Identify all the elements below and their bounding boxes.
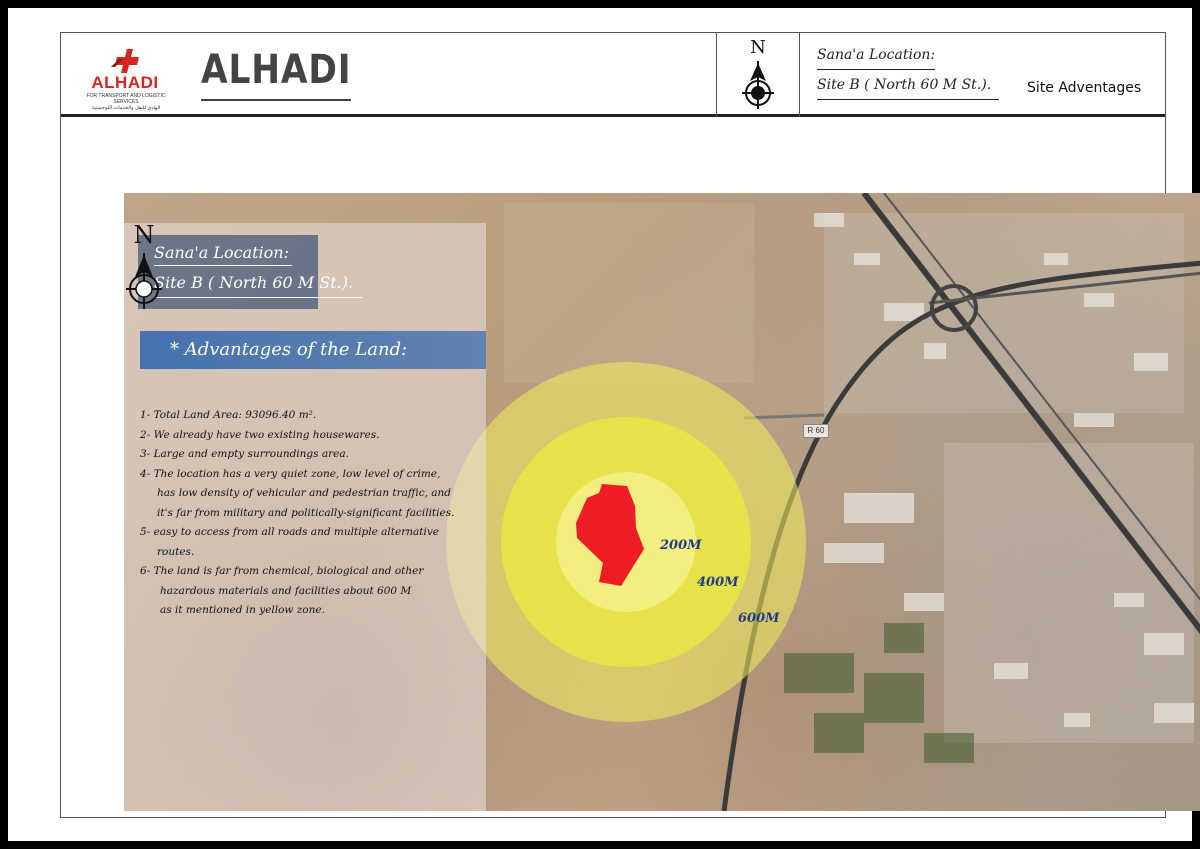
ring-label-400m: 400M [697, 575, 739, 590]
list-item: routes. [157, 545, 195, 558]
list-item: 4- The location has a very quiet zone, low level of crime, [140, 467, 441, 480]
logo-text: ALHADI [91, 73, 159, 92]
list-item: hazardous materials and facilities about 600 M [160, 584, 412, 597]
north-compass-icon [124, 223, 164, 311]
list-item: as it mentioned in yellow zone. [160, 604, 325, 616]
compass-letter: N [750, 37, 766, 58]
list-item: it's far from military and politically-significant facilities. [157, 506, 455, 519]
list-item: 2- We already have two existing housewares. [140, 428, 380, 441]
document-frame [60, 32, 1166, 818]
list-item: 3- Large and empty surroundings area. [140, 448, 349, 460]
ring-label-600m: 600M [738, 611, 780, 626]
list-item: 5- easy to access from all roads and multiple alternative [140, 526, 439, 538]
satellite-map [124, 193, 1200, 811]
panel-site-title: Site B ( North 60 M St.). [154, 273, 354, 292]
advantages-heading-bar [140, 331, 486, 369]
advantages-heading: * Advantages of the Land: [170, 339, 408, 360]
logo-subtitle-ar: الهادي للنقل والخدمات اللوجستية [91, 105, 161, 111]
panel-location-title: Sana'a Location: [154, 243, 289, 262]
section-label: Site Adventages [1027, 80, 1142, 96]
header-location-title: Sana'a Location: [817, 47, 936, 63]
compass-letter: N [133, 223, 155, 249]
brand-underline [201, 99, 351, 101]
ring-label-200m: 200M [660, 538, 702, 553]
north-compass-icon [737, 37, 779, 111]
brand-name: ALHADI [201, 47, 352, 93]
header-site-title: Site B ( North 60 M St.). [817, 77, 992, 93]
header-title-underline [817, 99, 999, 100]
page-sheet [8, 8, 1192, 841]
logo-subtitle-en: FOR TRANSPORT AND LOGISTIC SERVICES [86, 93, 166, 105]
header-title-underline [817, 69, 935, 70]
advantages-panel [124, 223, 486, 811]
header-divider [716, 33, 717, 117]
header-divider [799, 33, 800, 117]
list-item: 6- The land is far from chemical, biological and other [140, 565, 424, 577]
advantages-list [140, 406, 485, 621]
panel-title-underline [154, 297, 362, 298]
logo-subtitle [83, 93, 169, 111]
road-sign-r60: R 60 [803, 424, 829, 438]
panel-title-underline [154, 265, 292, 266]
list-item: 1- Total Land Area: 93096.40 m². [140, 409, 317, 421]
header [61, 33, 1165, 117]
list-item: has low density of vehicular and pedestrian traffic, and [157, 487, 452, 499]
